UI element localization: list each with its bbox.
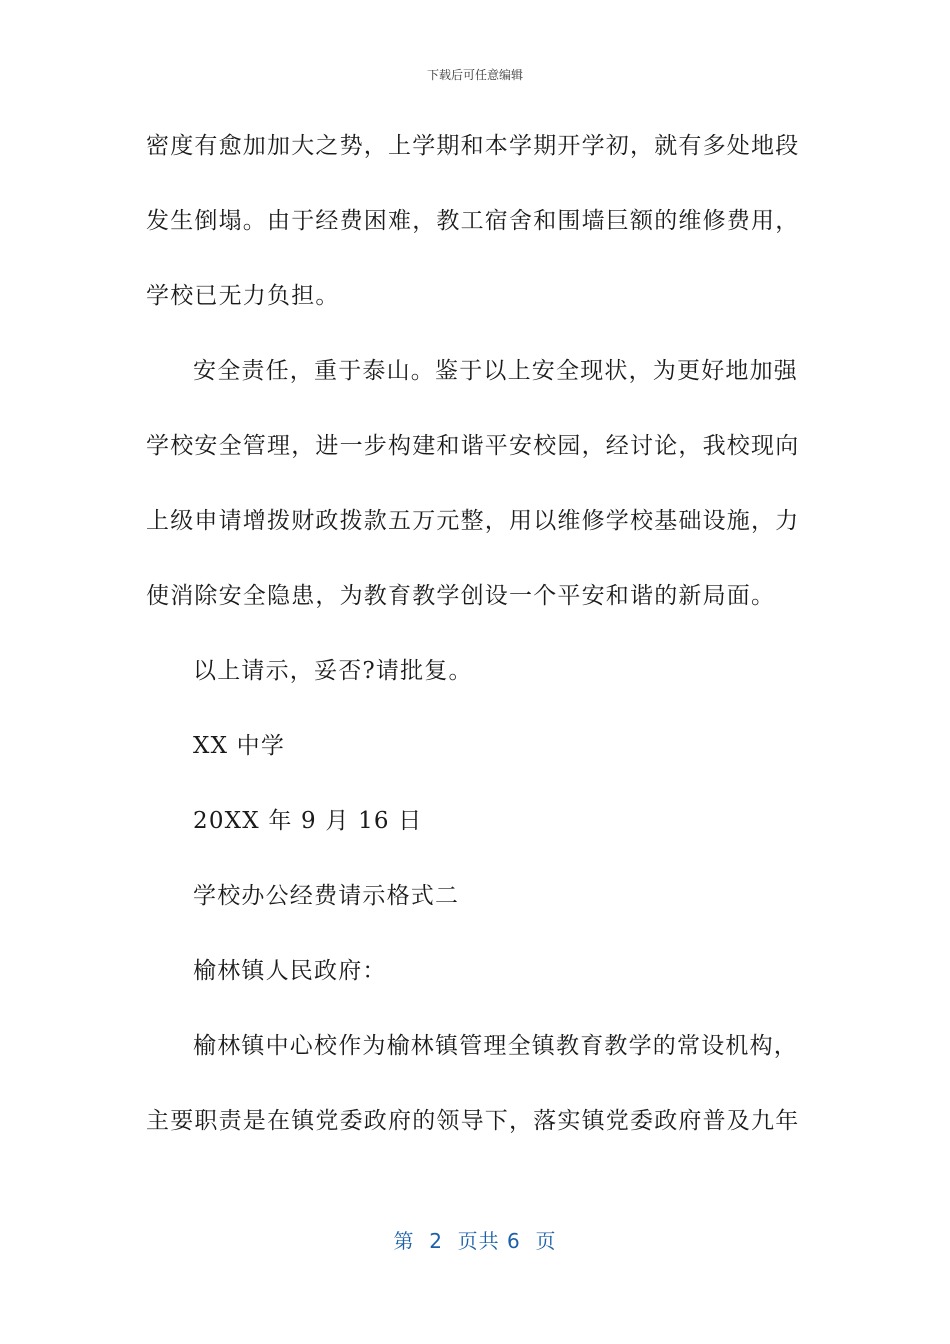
document-body bbox=[146, 124, 806, 1174]
page-header-note: 下载后可任意编辑 bbox=[426, 68, 523, 82]
document-line: 以上请示，妥否?请批复。 bbox=[193, 658, 473, 684]
document-line: 学校安全管理，进一步构建和谐平安校园，经讨论，我校现向 bbox=[146, 433, 800, 459]
document-line: 发生倒塌。由于经费困难，教工宿舍和围墙巨额的维修费用， bbox=[146, 208, 800, 234]
signature-date: 20XX 年 9 月 16 日 bbox=[193, 808, 423, 834]
document-line: 主要职责是在镇党委政府的领导下，落实镇党委政府普及九年 bbox=[146, 1108, 800, 1134]
document-line: 使消除安全隐患，为教育教学创设一个平安和谐的新局面。 bbox=[146, 583, 776, 609]
document-line: 安全责任，重于泰山。鉴于以上安全现状，为更好地加强 bbox=[193, 358, 798, 384]
signature-school: XX 中学 bbox=[193, 733, 286, 759]
document-line: 榆林镇中心校作为榆林镇管理全镇教育教学的常设机构， bbox=[193, 1033, 798, 1059]
document-line: 密度有愈加加大之势，上学期和本学期开学初，就有多处地段 bbox=[146, 133, 800, 159]
addressee: 榆林镇人民政府： bbox=[193, 958, 387, 984]
section-title: 学校办公经费请示格式二 bbox=[193, 883, 460, 909]
document-line: 上级申请增拨财政拨款五万元整，用以维修学校基础设施，力 bbox=[146, 508, 800, 534]
page-number: 第 2 页共 6 页 bbox=[393, 1229, 557, 1253]
document-line: 学校已无力负担。 bbox=[146, 283, 340, 309]
